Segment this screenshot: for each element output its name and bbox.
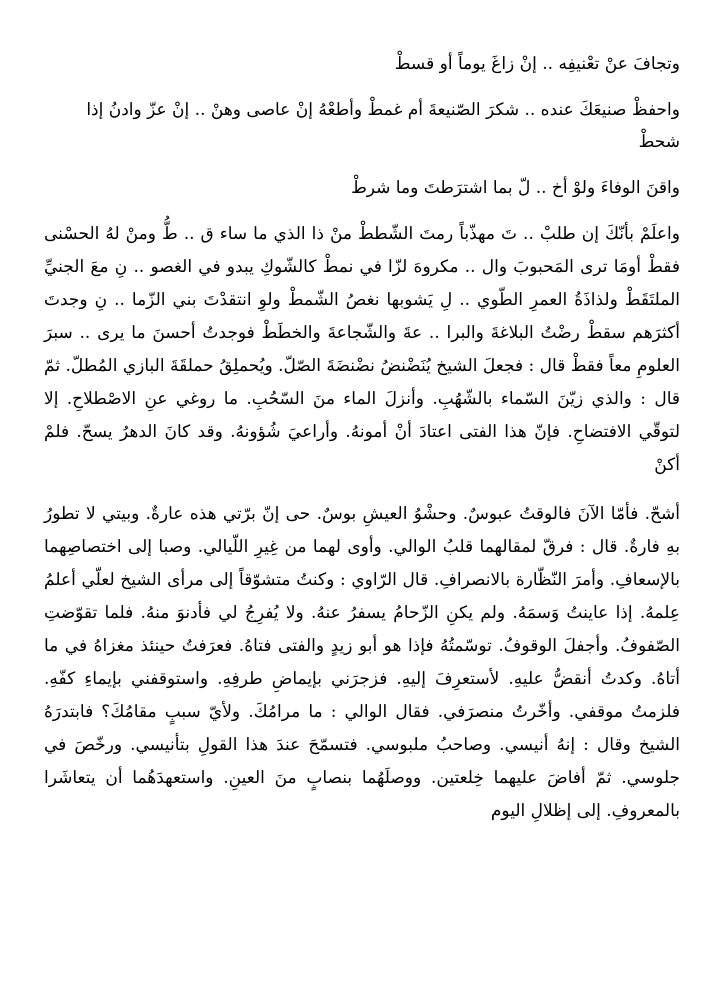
body-paragraph-2: أشحّ. فأمّا الآنَ فالوقتُ عبوسٌ. وحشْوُ العيشِ بوسٌ. حى إنّ برّتي هذه عارةٌ. وبيتي لا تطورُ بهِ فارةٌ. قال : فرقّ لمقالهما قلبُ الوالي. وأوى لهما من غِيرِ اللّيالي. وصبا إلى اختصاصِهما بالإسعافِ. وأمرَ النّظّارة بالانصرافِ. قال الرّاوي : وكنتُ متشوّقاً إلى مرأى الشيخ لعلّي أعلمُ عِلمهُ. إذا عاينتُ وَسمَهُ. ولم يكنِ الزّحامُ يسفرُ عنهُ. ولا يُفرِجُ لي فأدنوَ منهُ. فلما تقوّضتِ الصّفوفُ. وأجفلَ الوقوفُ. توسّمتُهُ فإذا هو أبو زيدٍ والفتى فتاهُ. فعرَفتُ حينئذ مغزاهُ في ما أتاهُ. وكدتُ أنقضُّ عليهِ. لأستعرِفَ إليهِ. فزجرَني بإيماضِ طرفِهِ. واستوقفني بإيماءِ كفّهِ. فلزمتُ موقفي. وأخّرتُ منصرَفي. فقال الوالي : ما مرامُكَ. ولأيّ سببٍ مقامُكَ؟ فابتدرَهُ الشيخ وقال : إنهُ أنيسي. وصاحبُ ملبوسي. فتسمّحَ عندَ هذا القولِ بتأنيسي. ورخّصَ في جلوسي. ثمّ أفاضَ عليهما خِلعتين. ووصلَهُما بنصابٍ منَ العينِ. واستعهدَهُما أن يتعاشَرا بالمعروفِ. إلى إظلالِ اليوم xyxy=(44,504,680,821)
document-page xyxy=(44,48,680,838)
body-paragraph-1: واعلَمْ بأنّكَ إن طلبْ .. تَ مهذّباً رمتَ الشّططْ منْ ذا الذي ما ساء ق .. طُّ ومنْ لهُ الحسْنى فقطْ أومَا ترى المَحبوبَ وال .. مكروهَ لزّا في نمطْ كالشّوكِ يبدو في الغصو .. نِ معَ الجنيِّ الملتَقَطْ ولذاذَةُ العمرِ الطّوي .. لِ يَشوبها نغصُ الشّمطْ ولوِ انتقدْتَ بني الزّما .. نِ وجدتَ أكثرَهم سقطْ رضْتُ البلاغةَ والبرا .. عةَ والشّجاعةَ والخطَطْ فوجدتُ أحسنَ ما يرى .. سبرَ العلومِ معاً فقطْ قال : فجعلَ الشيخ يُنَضْنضُ نضْنضَةَ الصّلّ. ويُحملِقُ حملقَةَ البازي المُطلّ. ثمّ قال : والذي زيّنَ السّماء بالشّهُبِ. وأنزلَ الماء منَ السّحُبِ. ما روغي عنِ الاصْطلاحِ. إلا لتوقّي الافتضاحِ. فإنّ هذا الفتى اعتادَ أنْ أمونهُ. وأراعيَ شُؤونهُ. وقد كانَ الدهرُ يسحّ. فلمْ أكنْ xyxy=(44,224,680,475)
verse-line-1: وتجافَ عنْ تعْنيفِه .. إنْ زاغَ يوماً أو قسطْ xyxy=(394,54,680,74)
verse-line-2: واحفظْ صنيعَكَ عنده .. شكرَ الصّنيعةَ أم غمطْ وأطعْهُ إنْ عاصى وهنْ .. إنْ عزّ وادنُ إذا شحطْ xyxy=(86,100,680,152)
verse-line-3: واقنَ الوفاءَ ولوْ أخ .. لّ بما اشترَطتَ وما شرطْ xyxy=(351,178,680,198)
